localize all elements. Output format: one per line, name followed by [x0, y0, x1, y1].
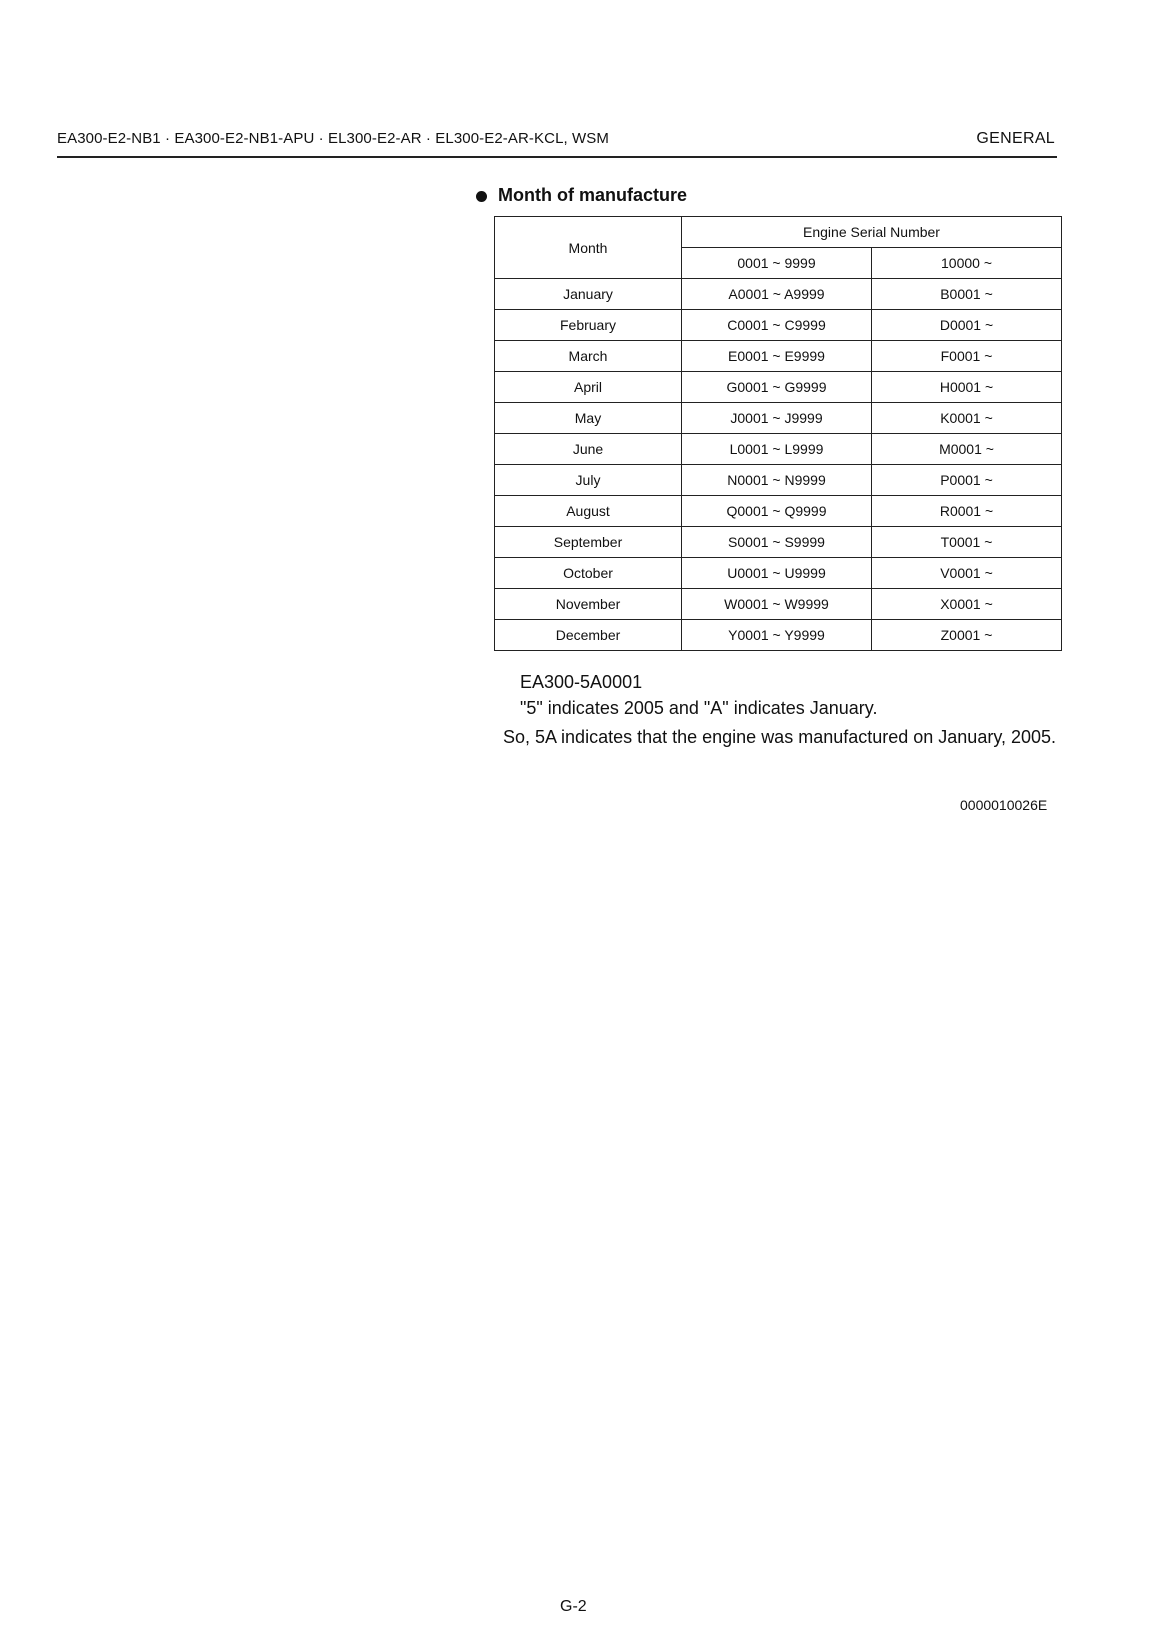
page-header: [57, 130, 1057, 158]
example-serial: EA300-5A0001: [520, 672, 643, 692]
cell-range2: K0001 ~: [872, 403, 1062, 434]
header-section: GENERAL: [976, 130, 1055, 147]
header-models: EA300-E2-NB1 · EA300-E2-NB1-APU · EL300-E2-AR · EL300-E2-AR-KCL, WSM: [57, 130, 609, 147]
cell-range1: J0001 ~ J9999: [682, 403, 872, 434]
cell-month: December: [495, 620, 682, 651]
cell-range1: L0001 ~ L9999: [682, 434, 872, 465]
cell-month: May: [495, 403, 682, 434]
month-of-manufacture-table: [494, 216, 1062, 651]
cell-range1: G0001 ~ G9999: [682, 372, 872, 403]
cell-range2: T0001 ~: [872, 527, 1062, 558]
cell-range1: W0001 ~ W9999: [682, 589, 872, 620]
table-row: [495, 527, 1062, 558]
cell-range2: V0001 ~: [872, 558, 1062, 589]
table-row: [495, 372, 1062, 403]
example-explanation-2: So, 5A indicates that the engine was manufactured on January, 2005.: [503, 727, 1057, 747]
cell-range1: E0001 ~ E9999: [682, 341, 872, 372]
cell-range2: Z0001 ~: [872, 620, 1062, 651]
table-row: [495, 558, 1062, 589]
cell-range2: D0001 ~: [872, 310, 1062, 341]
cell-month: September: [495, 527, 682, 558]
cell-range1: C0001 ~ C9999: [682, 310, 872, 341]
table-row: [495, 589, 1062, 620]
table-row: [495, 279, 1062, 310]
cell-range2: X0001 ~: [872, 589, 1062, 620]
cell-range1: N0001 ~ N9999: [682, 465, 872, 496]
table-row: [495, 341, 1062, 372]
bullet-icon: [476, 191, 487, 202]
table-row: [495, 434, 1062, 465]
table-row: [495, 310, 1062, 341]
table-row: [495, 403, 1062, 434]
cell-month: June: [495, 434, 682, 465]
cell-month: October: [495, 558, 682, 589]
document-code: 0000010026E: [960, 797, 1048, 813]
cell-range2: M0001 ~: [872, 434, 1062, 465]
serial-header: Engine Serial Number: [682, 217, 1062, 248]
range1-header: 0001 ~ 9999: [682, 248, 872, 279]
cell-range2: P0001 ~: [872, 465, 1062, 496]
cell-month: July: [495, 465, 682, 496]
cell-range1: Q0001 ~ Q9999: [682, 496, 872, 527]
cell-range1: U0001 ~ U9999: [682, 558, 872, 589]
cell-range2: F0001 ~: [872, 341, 1062, 372]
cell-month: February: [495, 310, 682, 341]
cell-range1: S0001 ~ S9999: [682, 527, 872, 558]
section-title: Month of manufacture: [498, 185, 687, 205]
cell-range2: R0001 ~: [872, 496, 1062, 527]
cell-range1: Y0001 ~ Y9999: [682, 620, 872, 651]
example-explanation-1: "5" indicates 2005 and "A" indicates January.: [520, 698, 878, 718]
table-row: [495, 496, 1062, 527]
month-header: Month: [495, 217, 682, 279]
cell-month: January: [495, 279, 682, 310]
cell-range1: A0001 ~ A9999: [682, 279, 872, 310]
cell-range2: B0001 ~: [872, 279, 1062, 310]
cell-range2: H0001 ~: [872, 372, 1062, 403]
cell-month: August: [495, 496, 682, 527]
table-header-row: [495, 217, 1062, 248]
page-number: G-2: [560, 1598, 587, 1615]
range2-header: 10000 ~: [872, 248, 1062, 279]
cell-month: March: [495, 341, 682, 372]
table-row: [495, 465, 1062, 496]
cell-month: November: [495, 589, 682, 620]
cell-month: April: [495, 372, 682, 403]
table-row: [495, 620, 1062, 651]
